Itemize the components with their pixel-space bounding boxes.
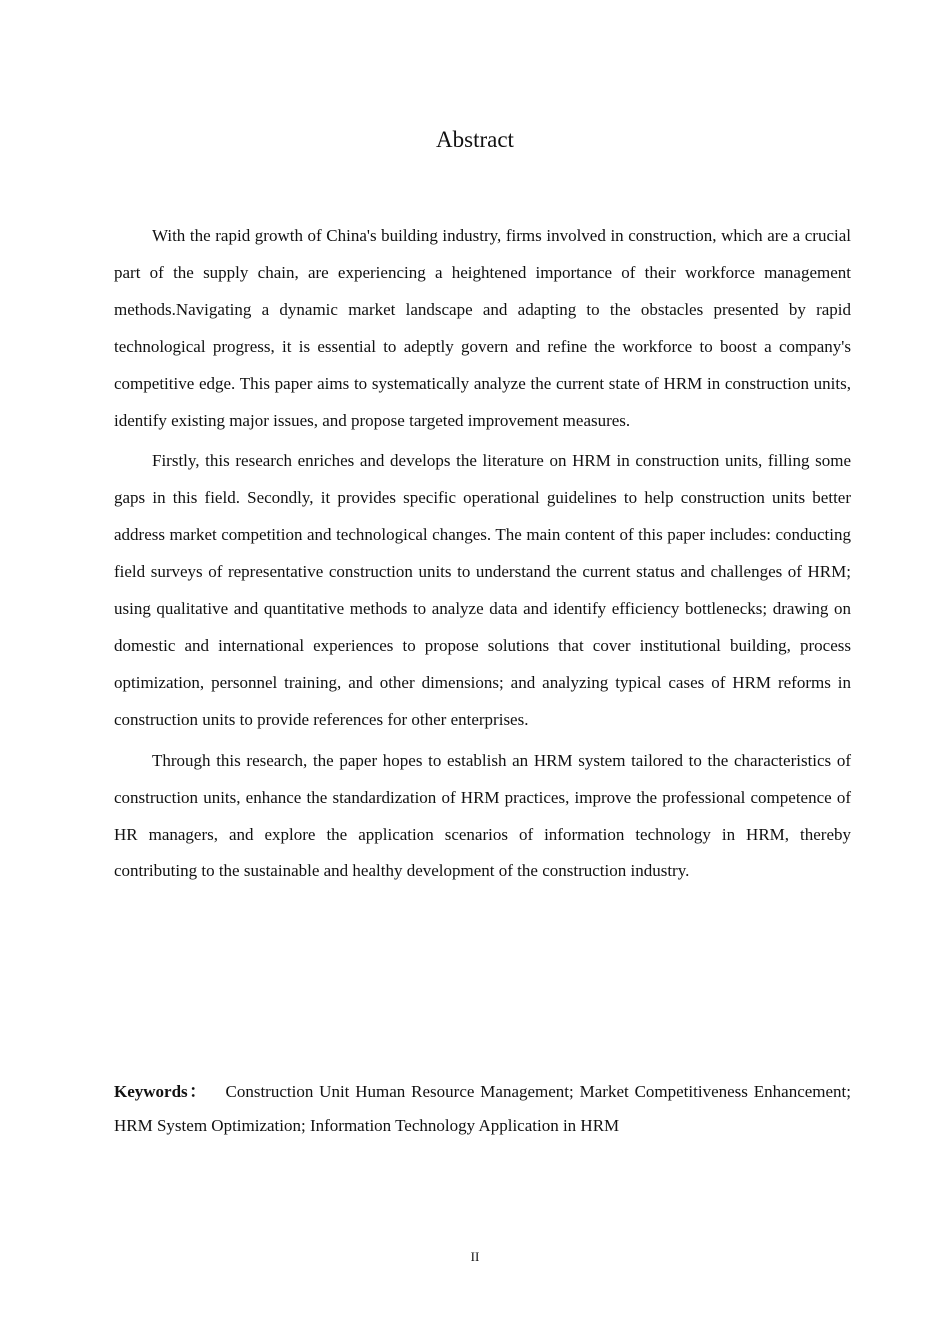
page-number: II [470, 1249, 480, 1264]
abstract-paragraph-3: Through this research, the paper hopes to establish an HRM system tailored to the characteristics of construction units, enhance the standardization of HRM practices, improve the professional competence of HR managers, and explore the application scenarios of information technology in HRM, thereby contributing to the sustainable and healthy development of the construction industry. [114, 750, 851, 881]
abstract-title: Abstract [436, 127, 514, 152]
abstract-paragraph-1: With the rapid growth of China's building industry, firms involved in construction, which are a crucial part of the supply chain, are experiencing a heightened importance of their workforce management methods.Navigating a dynamic market landscape and adapting to the obstacles presented by rapid technological progress, it is essential to adeptly govern and refine the workforce to boost a company's competitive edge. This paper aims to systematically analyze the current state of HRM in construction units, identify existing major issues, and propose targeted improvement measures. [114, 226, 851, 430]
abstract-body [114, 218, 851, 894]
keywords-section [114, 1075, 851, 1143]
keywords-label: Keywords： [114, 1082, 208, 1101]
keywords-text: Construction Unit Human Resource Management; Market Competitiveness Enhancement; HRM System Optimization; Information Technology Application in HRM [114, 1082, 851, 1135]
abstract-paragraph-2: Firstly, this research enriches and develops the literature on HRM in construction units, filling some gaps in this field. Secondly, it provides specific operational guidelines to help construction units better address market competition and technological changes. The main content of this paper includes: conducting field surveys of representative construction units to understand the current status and challenges of HRM; using qualitative and quantitative methods to analyze data and identify efficiency bottlenecks; drawing on domestic and international experiences to propose solutions that cover institutional building, process optimization, personnel training, and other dimensions; and analyzing typical cases of HRM reforms in construction units to provide references for other enterprises. [114, 451, 851, 729]
